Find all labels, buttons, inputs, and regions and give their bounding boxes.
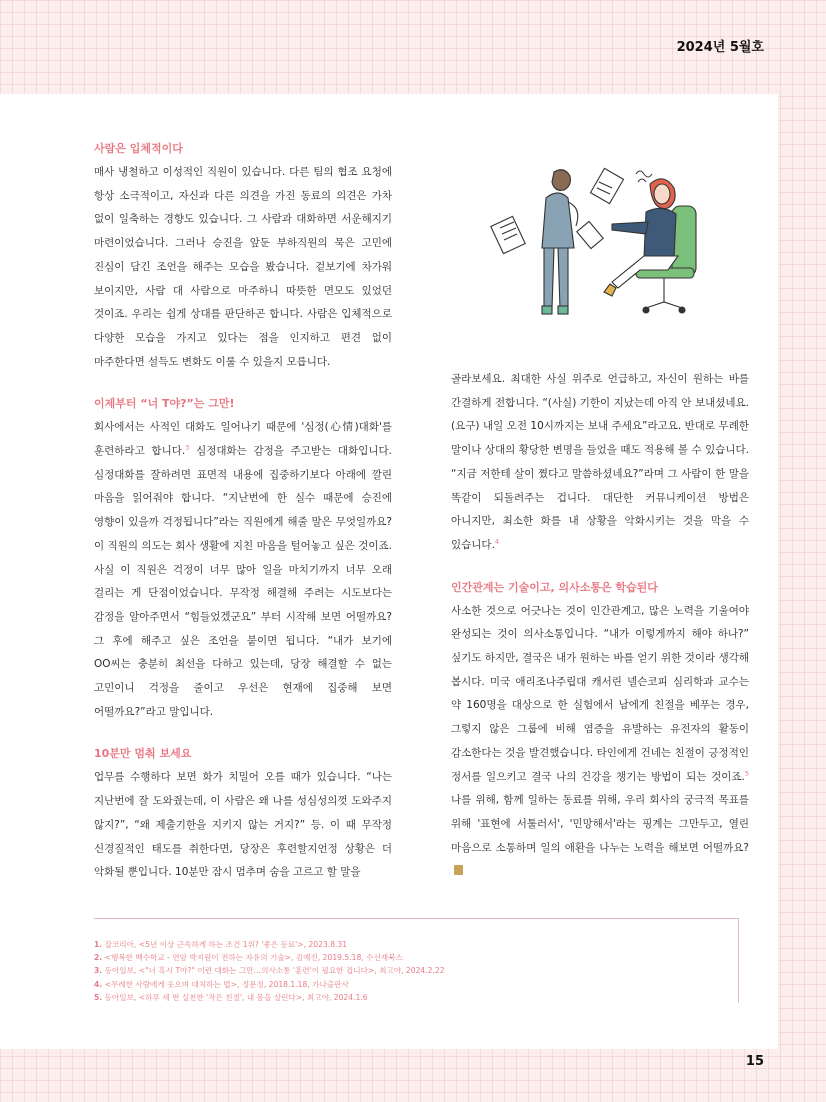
section-heading: 인간관계는 기술이고, 의사소통은 학습된다 <box>451 580 658 594</box>
footnote-number: 3. <box>94 966 103 976</box>
section-body <box>94 416 392 724</box>
footnote-mark: 3 <box>185 443 190 452</box>
section-body <box>451 368 749 558</box>
section-body: 매사 냉철하고 이성적인 직원이 있습니다. 다른 팀의 협조 요청에 항상 소극적이고, 자신과 다른 의견을 가진 동료의 의견은 가차 없이 일축하는 경향도 있습니다. 그 사람과 대화하면 서운해지기 마련이었습니다. 그러나 승진을 앞둔 부하직원의 묵은 고민에 진심이 담긴 조언을 해주는 모습을 봤습니다. 겉보기에 차가워 보이지만, 사람 대 사람으로 마주하니 따뜻한 면모도 있었던 것이죠. 우리는 쉽게 상대를 판단하곤 합니다. 사람은 입체적으로 다양한 모습을 가지고 있다는 점을 인지하고 편견 없이 마주한다면 설득도 변화도 이룰 수 있을지 모릅니다. <box>94 166 392 368</box>
end-mark-icon <box>454 865 463 875</box>
section-3 <box>94 745 392 885</box>
right-column <box>451 368 749 905</box>
footnote-number: 1. <box>94 940 103 949</box>
footnote-number: 2. <box>94 953 103 963</box>
footnote-item <box>94 964 738 977</box>
footnote-text: 동아일보, <"너 혹시 T야?" 이런 대화는 그만…의사소통 '훈련'이 필요한 겁니다>, 최고야, 2024.2.22 <box>104 966 445 976</box>
footnote-number: 4. <box>94 979 103 989</box>
section-1 <box>94 140 392 374</box>
section-body: 업무를 수행하다 보면 화가 치밀어 오를 때가 있습니다. “나는 지난번에 잘 도와줬는데, 이 사람은 왜 나를 성심성의껏 도와주지 않지?”, “왜 제출기한을 지키지 않는 거지?” 등. 이 때 무작정 신경질적인 태도를 취한다면, 당장은 후련할지언정 상황은 더 악화될 뿐입니다. 10분만 잠시 멈추며 숨을 고르고 할 말을 <box>94 771 392 879</box>
footnote-text: <행복한 백수학교 - 연암 박지원이 전하는 자유의 기술>, 김예진, 2019.5.18, 수선재북스 <box>104 953 403 963</box>
standing-woman <box>542 170 578 314</box>
body-text: 회사에서는 사적인 대화도 일어나기 때문에 '심정(心情)대화'를 훈련하라고 합니다. <box>94 421 392 458</box>
body-text: 사소한 것으로 어긋나는 것이 인간관계고, 많은 노력을 기울여야 완성되는 것이 의사소통입니다. “내가 이렇게까지 해야 하나?” 싶기도 하지만, 결국은 내가 원하는 바를 얻기 위한 것이라 생각해 봅시다. 미국 애리조나주립대 캐서린 넬슨코피 심리학과 교수는 약 160명을 대상으로 한 실험에서 남에게 친절을 베푸는 경우, 그렇지 않은 그룹에 비해 염증을 유발하는 유전자의 활동이 감소한다는 것을 발견했습니다. 타인에게 건네는 친절이 긍정적인 정서를 일으키고 결국 나의 건강을 챙기는 방법이 되는 것이죠. <box>451 604 749 783</box>
section-heading: 10분만 멈춰 보세요 <box>94 747 192 761</box>
footnote-number: 5. <box>94 992 103 1002</box>
body-text: 골라보세요. 최대한 사실 위주로 언급하고, 자신이 원하는 바를 간결하게 전합니다. “(사실) 기한이 지났는데 아직 안 보내셨네요. (요구) 내일 오전 10시까지는 보내 주세요”라고요. 반대로 무례한 말이나 상대의 황당한 변명을 들었을 때도 적용해 볼 수 있습니다. “지금 저한테 살이 쪘다고 말씀하셨네요?”라며 그 사람이 한 말을 똑같이 되돌려주는 겁니다. 대단한 커뮤니케이션 방법은 아니지만, 최소한 화를 내 상황을 악화시키는 것을 막을 수 있습니다. <box>451 373 749 551</box>
page-number: 15 <box>745 1054 764 1069</box>
body-text: 심정대화는 감정을 주고받는 대화입니다. 심정대화를 잘하려면 표면적 내용에 집중하기보다 아래에 깔린 마음을 읽어줘야 합니다. “지난번에 한 실수 때문에 승진에 영향이 있을까 걱정됩니다”라는 직원에게 해줄 말은 무엇일까요? 이 직원의 의도는 회사 생활에 지친 마음을 털어놓고 싶은 것이죠. 사실 이 직원은 걱정이 너무 많아 일을 마치기까지 너무 오래 걸리는 게 단점이었습니다. 무작정 해결해 주려는 시도보다는 감정을 알아주면서 “힘들었겠군요” 부터 시작해 보면 어떨까요? 그 후에 해주고 싶은 조언을 붙이면 됩니다. “내가 보기에 OO씨는 충분히 최선을 다하고 있는데, 당장 해결할 수 없는 고민이니 걱정을 줄이고 우선은 현재에 집중해 보면 어떨까요?”라고 말입니다. <box>94 445 392 718</box>
body-text: 나를 위해, 함께 일하는 동료를 위해, 우리 회사의 궁극적 목표를 위해 '표현에 서툴러서', '민망해서'라는 핑계는 그만두고, 열린 마음으로 소통하며 일의 애환을 나누는 노력을 해보면 어떨까요? <box>451 794 749 854</box>
footnotes <box>94 918 739 1003</box>
footnote-item <box>94 938 738 951</box>
footnote-mark: 4 <box>494 537 500 546</box>
footnote-text: 잡코리아, <5년 이상 근속하게 하는 조건 1위? '좋은 동료'>, 2023.8.31 <box>104 940 348 949</box>
footnote-text: 동아일보, <하루 세 번 실천한 '작은 친절', 내 몸을 살린다>, 최고야, 2024.1.6 <box>104 992 368 1002</box>
left-column <box>94 140 392 906</box>
issue-label: 2024년 5월호 <box>676 40 764 55</box>
section-4 <box>451 579 749 884</box>
footnote-list <box>94 938 738 1004</box>
section-2 <box>94 395 392 724</box>
anger-mark-icon <box>636 171 652 182</box>
office-conflict-illustration <box>486 160 708 322</box>
footnote-text: <무례한 사람에게 웃으며 대처하는 법>, 정문정, 2018.1.18, 가나출판사 <box>104 979 349 989</box>
section-heading: 사람은 입체적이다 <box>94 142 183 155</box>
footnote-item <box>94 978 738 991</box>
section-heading: 이제부터 “너 T야?”는 그만! <box>94 397 235 411</box>
section-3-continued <box>451 368 749 558</box>
footnote-mark: 5 <box>744 769 749 778</box>
section-body <box>451 600 749 884</box>
footnote-item <box>94 951 738 964</box>
footnote-item <box>94 991 738 1004</box>
